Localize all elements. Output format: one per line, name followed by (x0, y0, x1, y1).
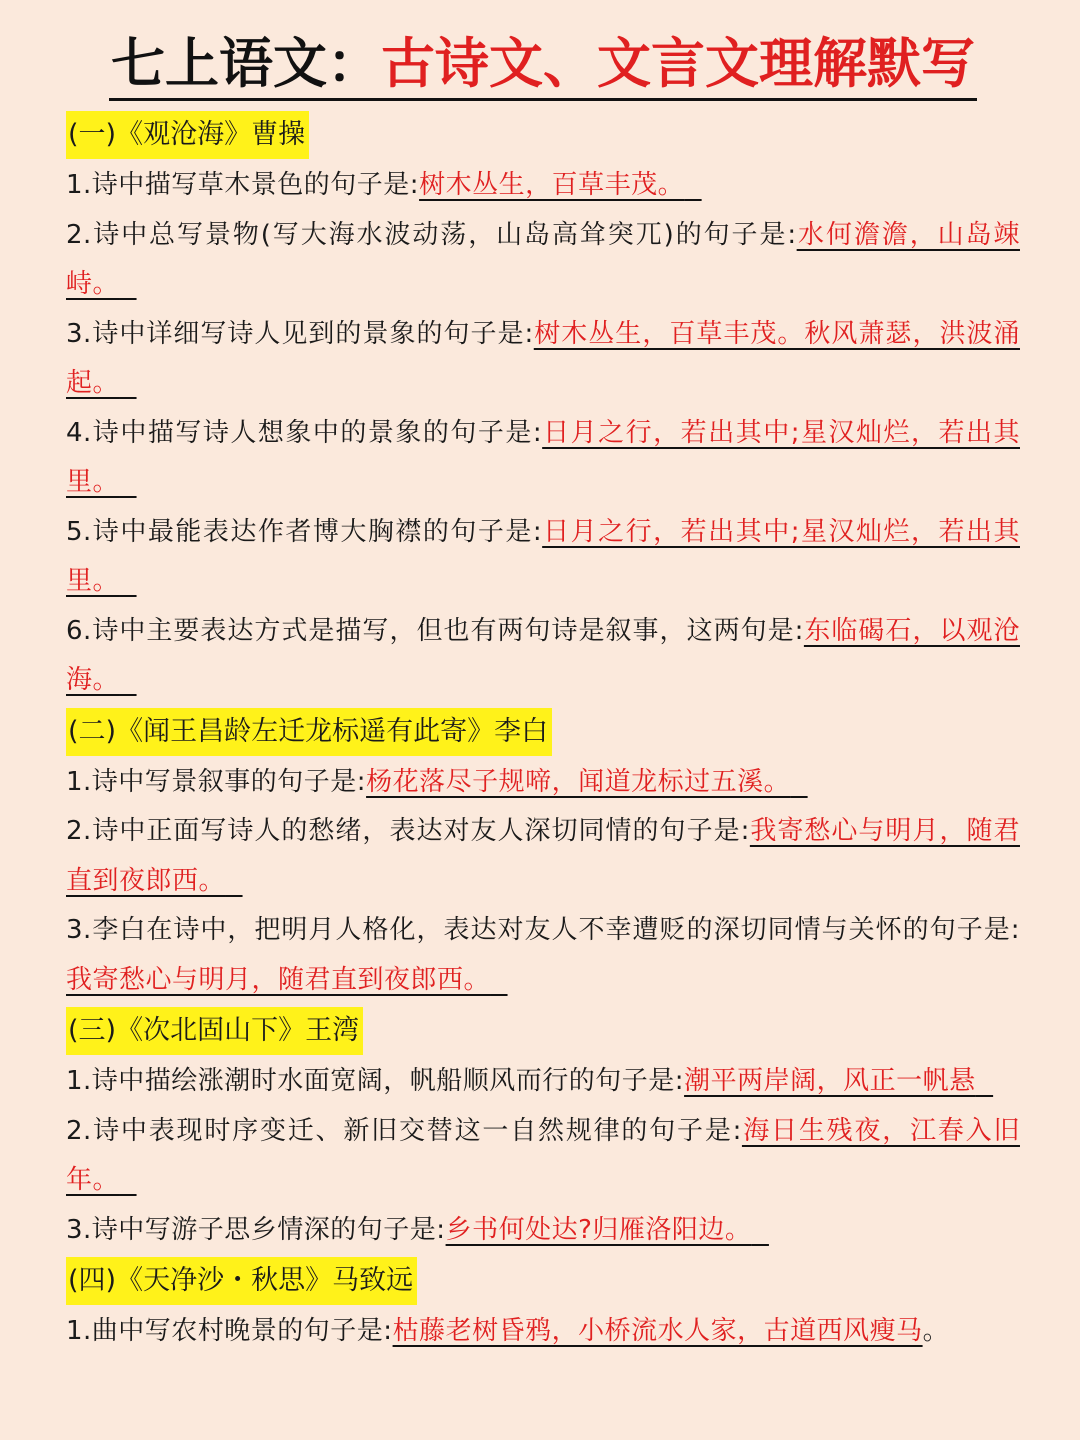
question-item (66, 409, 1020, 508)
title-topic: 古诗文、文言文理解默写 (381, 31, 975, 95)
question-text: 6.诗中主要表达方式是描写，但也有两句诗是叙事，这两句是: (66, 615, 804, 646)
question-item (66, 1057, 1020, 1107)
question-item (66, 906, 1020, 1005)
answer-text: 水何澹澹，山岛竦峙。 (66, 219, 1020, 299)
question-text: 1.曲中写农村晚景的句子是: (66, 1316, 393, 1346)
question-item (66, 1107, 1020, 1206)
question-item (66, 807, 1020, 906)
question-item (66, 211, 1020, 310)
page-title (66, 30, 1020, 101)
question-text: 3.诗中详细写诗人见到的景象的句子是: (66, 318, 534, 349)
answer-blank-tail (119, 665, 137, 695)
answer-blank-tail (976, 1066, 994, 1096)
question-text: 1.诗中写景叙事的句子是: (66, 766, 367, 797)
title-prefix: 七上语文： (111, 31, 381, 95)
answer-text: 我寄愁心与明月，随君直到夜郎西。 (66, 816, 1020, 896)
answer-blank-tail (684, 170, 702, 200)
answer-blank-tail (225, 866, 243, 896)
question-item (66, 310, 1020, 409)
answer-text: 潮平两岸阔，风正一帆悬 (684, 1066, 976, 1096)
answer-blank-tail (119, 269, 137, 299)
question-text: 4.诗中描写诗人想象中的景象的句子是: (66, 417, 543, 448)
question-item (66, 758, 1020, 808)
title-underline (109, 30, 977, 101)
question-text: 2.诗中总写景物(写大海水波动荡，山岛高耸突兀)的句子是: (66, 219, 797, 250)
question-text: 1.诗中描绘涨潮时水面宽阔，帆船顺风而行的句子是: (66, 1066, 685, 1096)
answer-end-punctuation: 。 (922, 1316, 950, 1346)
section-heading-wrap (66, 1255, 1020, 1307)
answer-text: 日月之行，若出其中;星汉灿烂，若出其里。 (66, 417, 1020, 497)
section-heading: (一)《观沧海》曹操 (66, 111, 309, 159)
question-item (66, 508, 1020, 607)
answer-text: 海日生残夜，江春入旧年。 (66, 1115, 1020, 1195)
section-heading: (三)《次北固山下》王湾 (66, 1007, 363, 1055)
section-heading-wrap (66, 706, 1020, 758)
question-text: 3.诗中写游子思乡情深的句子是: (66, 1214, 446, 1245)
answer-text: 树木丛生，百草丰茂。秋风萧瑟，洪波涌起。 (66, 318, 1020, 398)
question-item (66, 607, 1020, 706)
section-heading-wrap (66, 1005, 1020, 1057)
answer-blank-tail (119, 566, 137, 596)
section-heading-wrap (66, 109, 1020, 161)
answer-blank-tail (751, 1215, 769, 1245)
content (66, 109, 1020, 1357)
question-item (66, 1206, 1020, 1256)
question-text: 2.诗中表现时序变迁、新旧交替这一自然规律的句子是: (66, 1115, 742, 1146)
answer-blank-tail (119, 467, 137, 497)
answer-text: 杨花落尽子规啼，闻道龙标过五溪。 (366, 766, 791, 797)
answer-blank-tail (119, 368, 137, 398)
answer-text: 乡书何处达?归雁洛阳边。 (445, 1214, 752, 1245)
answer-text: 日月之行，若出其中;星汉灿烂，若出其里。 (66, 516, 1020, 596)
answer-text: 东临碣石，以观沧海。 (66, 615, 1020, 695)
section-heading: (四)《天净沙・秋思》马致远 (66, 1257, 417, 1305)
question-item (66, 161, 1020, 211)
answer-blank-tail (119, 1165, 137, 1195)
answer-text: 树木丛生，百草丰茂。 (419, 170, 685, 200)
question-text: 5.诗中最能表达作者博大胸襟的句子是: (66, 516, 543, 547)
question-text: 2.诗中正面写诗人的愁绪，表达对友人深切同情的句子是: (66, 816, 750, 846)
answer-text: 我寄愁心与明月，随君直到夜郎西。 (66, 964, 491, 995)
question-item (66, 1307, 1020, 1357)
question-text: 3.李白在诗中，把明月人格化，表达对友人不幸遭贬的深切同情与关怀的句子是: (66, 915, 1020, 945)
question-text: 1.诗中描写草木景色的句子是: (66, 170, 420, 200)
answer-text: 枯藤老树昏鸦，小桥流水人家，古道西风瘦马 (392, 1316, 923, 1346)
answer-blank-tail (790, 767, 808, 797)
answer-blank-tail (490, 965, 508, 995)
section-heading: (二)《闻王昌龄左迁龙标遥有此寄》李白 (66, 708, 552, 756)
